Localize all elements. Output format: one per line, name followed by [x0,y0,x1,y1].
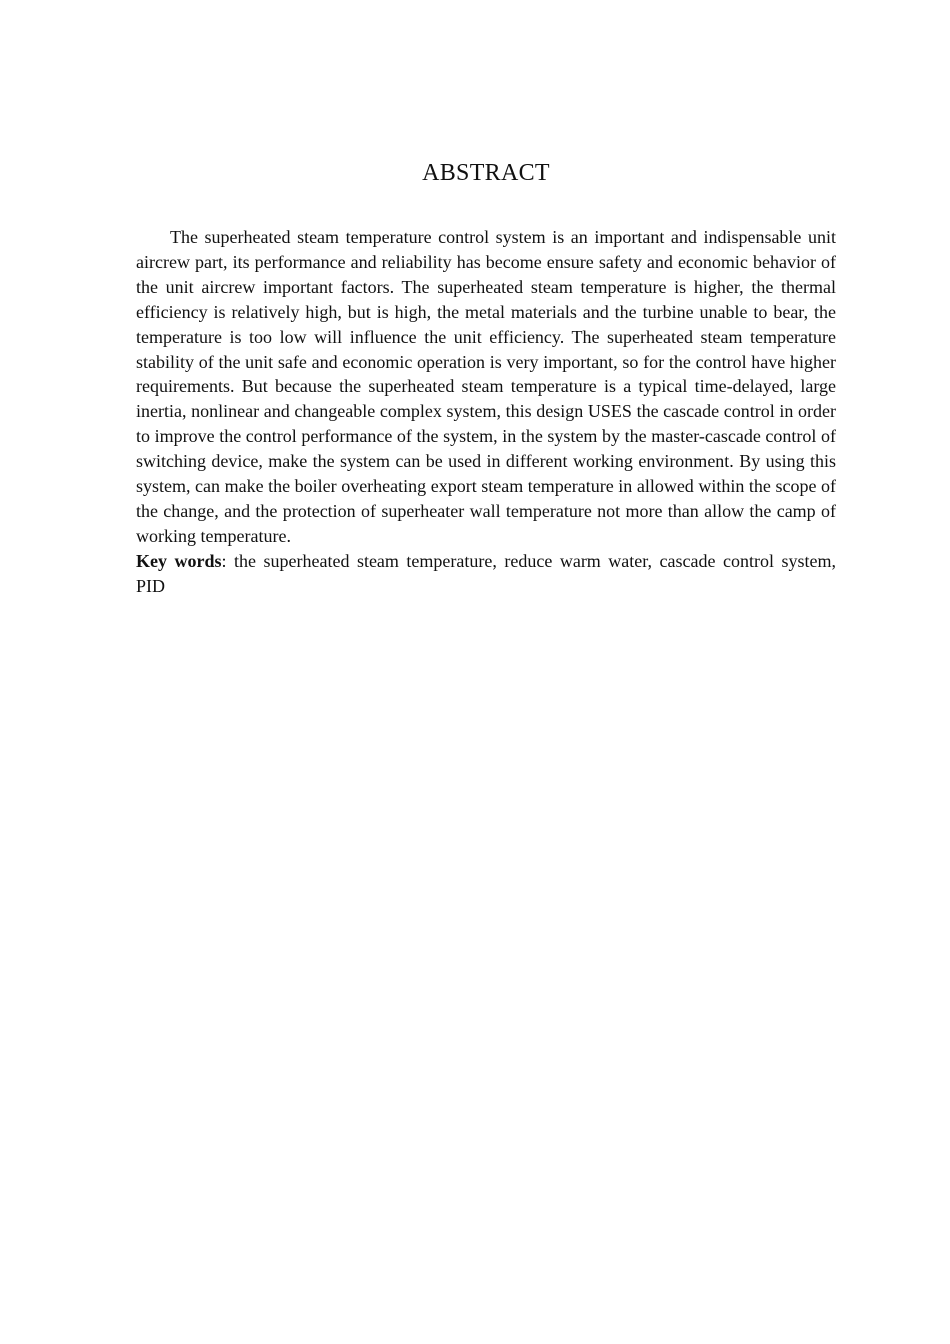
keywords-line [136,549,836,599]
keywords-text: : the superheated steam temperature, reduce warm water, cascade control system, PID [136,550,836,596]
abstract-heading: ABSTRACT [422,160,550,186]
keywords-label: Key words [136,550,222,571]
abstract-paragraph: The superheated steam temperature control system is an important and indispensable unit aircrew part, its performance and reliability has become ensure safety and economic behavior of the unit aircrew important factors. The superheated steam temperature is higher, the thermal efficiency is relatively high, but is high, the metal materials and the turbine unable to bear, the temperature is too low will influence the unit efficiency. The superheated steam temperature stability of the unit safe and economic operation is very important, so for the control have higher requirements. But because the superheated steam temperature is a typical time-delayed, large inertia, nonlinear and changeable complex system, this design USES the cascade control in order to improve the control performance of the system, in the system by the master-cascade control of switching device, make the system can be used in different working environment. By using this system, can make the boiler overheating export steam temperature in allowed within the scope of the change, and the protection of superheater wall temperature not more than allow the camp of working temperature. [136,227,836,546]
abstract-body [136,225,836,599]
